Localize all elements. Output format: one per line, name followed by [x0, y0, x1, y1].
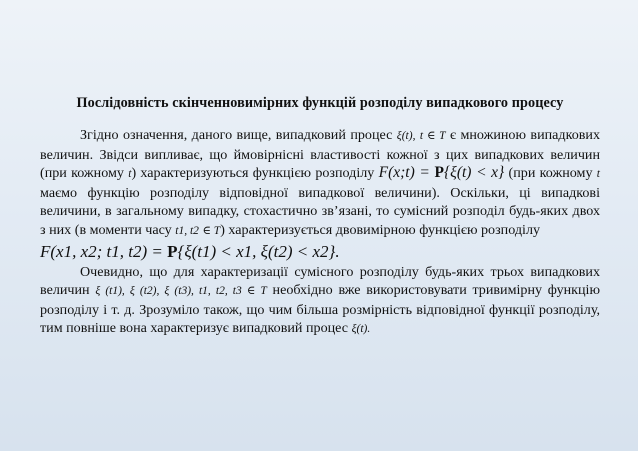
probability-symbol: P	[167, 241, 178, 261]
paragraph-joint-distribution	[40, 263, 600, 339]
paragraph-text: (при кожному	[504, 165, 597, 182]
paragraph-text: необхідно вже використовувати тривимірну функцію розподілу і т. д. Зрозуміло також, що чим більша розмірність відповідної функції розподілу, тим повніше вона характеризує випадковий процес	[40, 282, 600, 337]
math-time: t	[596, 168, 600, 181]
math-times: t1, t2	[175, 224, 199, 237]
paragraph-text: ) характеризуються функцією розподілу	[131, 165, 375, 182]
formula-rhs: {ξ(t) < x}	[443, 164, 505, 182]
paragraph-definition	[40, 126, 600, 241]
formula-lhs: F(x;t) =	[378, 164, 435, 182]
math-process: ξ(t),	[396, 130, 416, 142]
paragraph-text: ) характеризується двовимірною функцією розподілу	[220, 221, 541, 238]
paragraph-text: є множиною випадкових величин. Звідси випливає, що ймовірнісні властивості кожної з цих випадкових величин (при кожному	[40, 127, 601, 182]
formula-rhs: {ξ(t1) < x1, ξ(t2) < x2}.	[177, 241, 340, 261]
document-body	[40, 95, 600, 339]
math-process: ξ(t).	[351, 323, 371, 336]
math-time-set: t ∈ T	[419, 130, 446, 142]
document-title: Послідовність скінченновимірних функцій розподілу випадкового процесу	[76, 95, 564, 111]
formula-two-dim	[40, 241, 600, 263]
paragraph-text: Очевидно, що для характеризації сумісного розподілу будь-яких трьох випадкових величин	[40, 263, 600, 299]
math-time: t	[128, 168, 132, 181]
probability-symbol: P	[434, 164, 444, 182]
formula-one-dim	[379, 164, 505, 181]
math-in-set: ∈ T	[202, 224, 221, 237]
paragraph-text: Згідно означення, даного вище, випадковий процес	[80, 127, 397, 143]
math-variables: ξ (t1), ξ (t2), ξ (t3), t1, t2, t3 ∈ T	[95, 285, 267, 298]
formula-lhs: F(x1, x2; t1, t2) =	[40, 241, 168, 261]
paragraph-text: маємо функцію розподілу відповідної випадкової величини). Оскільки, ці випадкові величини, в загальному випадку, стохастично зв’язані, то сумісний розподіл будь-яких двох з них (в моменти часу	[40, 184, 600, 238]
